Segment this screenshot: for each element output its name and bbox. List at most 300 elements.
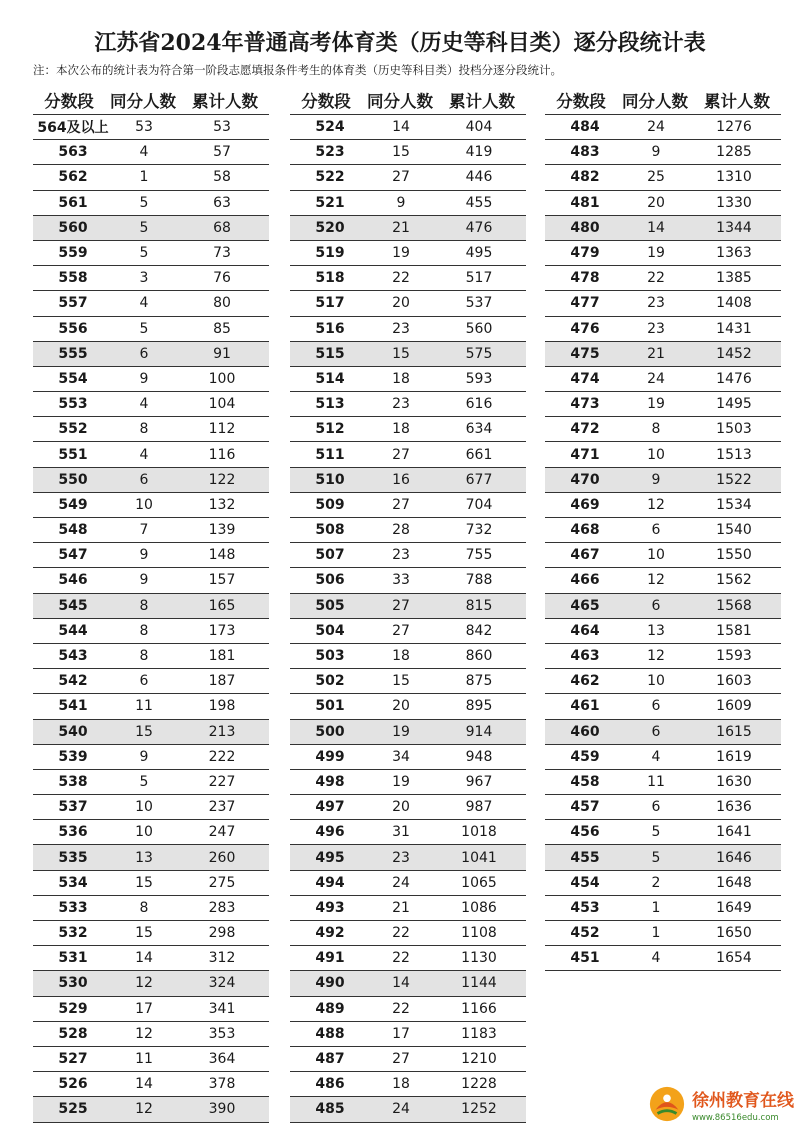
same-count-cell: 8 [139, 648, 149, 665]
cumulative-count-cell: 860 [465, 648, 493, 665]
cumulative-count-cell: 390 [208, 1101, 236, 1118]
score-cell: 525 [58, 1101, 88, 1118]
same-count-cell: 6 [651, 597, 661, 614]
score-cell: 542 [58, 673, 88, 690]
cumulative-count-cell: 704 [465, 496, 493, 513]
table-row [290, 720, 526, 745]
same-count-cell: 9 [651, 471, 661, 488]
score-cell: 530 [58, 975, 88, 992]
cumulative-count-cell: 247 [208, 824, 236, 841]
table-row [545, 367, 781, 392]
cumulative-count-cell: 57 [213, 144, 231, 161]
table-row [290, 568, 526, 593]
score-cell: 477 [570, 295, 600, 312]
score-cell: 476 [570, 320, 600, 337]
same-count-cell: 1 [651, 899, 661, 916]
score-cell: 532 [58, 925, 88, 942]
same-count-cell: 18 [392, 370, 410, 387]
cumulative-count-cell: 476 [465, 219, 493, 236]
header-cumulative: 累计人数 [192, 92, 258, 111]
score-cell: 552 [58, 421, 88, 438]
table-row [33, 921, 269, 946]
score-cell: 522 [315, 169, 345, 186]
table-row [290, 191, 526, 216]
score-cell: 496 [315, 824, 345, 841]
site-watermark [648, 1081, 798, 1127]
table-row [545, 770, 781, 795]
same-count-cell: 18 [392, 648, 410, 665]
cumulative-count-cell: 1593 [716, 648, 752, 665]
score-cell: 460 [570, 723, 600, 740]
same-count-cell: 15 [135, 723, 153, 740]
table-row [33, 1097, 269, 1122]
cumulative-count-cell: 73 [213, 245, 231, 262]
cumulative-count-cell: 967 [465, 773, 493, 790]
table-row [290, 518, 526, 543]
cumulative-count-cell: 298 [208, 925, 236, 942]
table-row [33, 694, 269, 719]
cumulative-count-cell: 378 [208, 1076, 236, 1093]
same-count-cell: 14 [135, 1076, 153, 1093]
score-cell: 515 [315, 345, 345, 362]
table-row [545, 694, 781, 719]
table-row [33, 191, 269, 216]
score-cell: 491 [315, 950, 345, 967]
score-cell: 553 [58, 396, 88, 413]
score-cell: 560 [58, 219, 88, 236]
cumulative-count-cell: 1144 [461, 975, 497, 992]
same-count-cell: 13 [135, 849, 153, 866]
cumulative-count-cell: 1648 [716, 874, 752, 891]
score-cell: 554 [58, 370, 88, 387]
same-count-cell: 4 [651, 950, 661, 967]
same-count-cell: 23 [647, 295, 665, 312]
cumulative-count-cell: 91 [213, 345, 231, 362]
table-row [545, 896, 781, 921]
same-count-cell: 24 [392, 1101, 410, 1118]
same-count-cell: 10 [135, 799, 153, 816]
cumulative-count-cell: 1513 [716, 446, 752, 463]
cumulative-count-cell: 100 [208, 370, 236, 387]
score-cell: 494 [315, 874, 345, 891]
same-count-cell: 53 [135, 119, 153, 136]
score-cell: 536 [58, 824, 88, 841]
table-row [545, 644, 781, 669]
score-cell: 470 [570, 471, 600, 488]
table-row [33, 417, 269, 442]
score-cell: 480 [570, 219, 600, 236]
score-cell: 469 [570, 496, 600, 513]
table-row [545, 493, 781, 518]
header-cumulative: 累计人数 [704, 92, 770, 111]
same-count-cell: 4 [139, 446, 149, 463]
cumulative-count-cell: 914 [465, 723, 493, 740]
cumulative-count-cell: 275 [208, 874, 236, 891]
table-row [290, 971, 526, 996]
table-row [33, 518, 269, 543]
same-count-cell: 27 [392, 622, 410, 639]
table-row [33, 896, 269, 921]
cumulative-count-cell: 1522 [716, 471, 752, 488]
cumulative-count-cell: 198 [208, 698, 236, 715]
same-count-cell: 18 [392, 421, 410, 438]
table-row [290, 820, 526, 845]
cumulative-count-cell: 677 [465, 471, 493, 488]
cumulative-count-cell: 364 [208, 1051, 236, 1068]
cumulative-count-cell: 517 [465, 270, 493, 287]
same-count-cell: 27 [392, 1051, 410, 1068]
cumulative-count-cell: 875 [465, 673, 493, 690]
cumulative-count-cell: 1654 [716, 950, 752, 967]
same-count-cell: 27 [392, 169, 410, 186]
same-count-cell: 5 [139, 245, 149, 262]
education-logo-icon [648, 1085, 686, 1123]
same-count-cell: 4 [651, 748, 661, 765]
table-row [290, 921, 526, 946]
score-cell: 464 [570, 622, 600, 639]
table-header [545, 86, 781, 115]
same-count-cell: 11 [135, 698, 153, 715]
same-count-cell: 10 [135, 824, 153, 841]
table-row [33, 468, 269, 493]
cumulative-count-cell: 1130 [461, 950, 497, 967]
same-count-cell: 12 [647, 648, 665, 665]
cumulative-count-cell: 1252 [461, 1101, 497, 1118]
table-row [290, 997, 526, 1022]
score-cell: 461 [570, 698, 600, 715]
score-cell: 498 [315, 773, 345, 790]
cumulative-count-cell: 122 [208, 471, 236, 488]
score-cell: 545 [58, 597, 88, 614]
same-count-cell: 21 [647, 345, 665, 362]
same-count-cell: 23 [647, 320, 665, 337]
table-row [545, 317, 781, 342]
same-count-cell: 18 [392, 1076, 410, 1093]
same-count-cell: 14 [647, 219, 665, 236]
cumulative-count-cell: 1041 [461, 849, 497, 866]
table-row [33, 317, 269, 342]
cumulative-count-cell: 1503 [716, 421, 752, 438]
same-count-cell: 19 [392, 773, 410, 790]
cumulative-count-cell: 132 [208, 496, 236, 513]
table-row [545, 140, 781, 165]
table-row [33, 946, 269, 971]
score-cell: 539 [58, 748, 88, 765]
cumulative-count-cell: 1562 [716, 572, 752, 589]
score-cell: 485 [315, 1101, 345, 1118]
table-row [545, 745, 781, 770]
cumulative-count-cell: 237 [208, 799, 236, 816]
header-score: 分数段 [44, 92, 94, 111]
score-cell: 462 [570, 673, 600, 690]
same-count-cell: 4 [139, 396, 149, 413]
cumulative-count-cell: 1649 [716, 899, 752, 916]
cumulative-count-cell: 1108 [461, 925, 497, 942]
same-count-cell: 9 [651, 144, 661, 161]
same-count-cell: 1 [139, 169, 149, 186]
table-row [33, 266, 269, 291]
same-count-cell: 16 [392, 471, 410, 488]
cumulative-count-cell: 260 [208, 849, 236, 866]
score-cell: 528 [58, 1025, 88, 1042]
score-cell: 509 [315, 496, 345, 513]
table-row [290, 770, 526, 795]
same-count-cell: 27 [392, 446, 410, 463]
table-row [545, 594, 781, 619]
score-cell: 453 [570, 899, 600, 916]
cumulative-count-cell: 1228 [461, 1076, 497, 1093]
table-row [33, 770, 269, 795]
cumulative-count-cell: 1065 [461, 874, 497, 891]
cumulative-count-cell: 173 [208, 622, 236, 639]
cumulative-count-cell: 1183 [461, 1025, 497, 1042]
table-row [290, 165, 526, 190]
cumulative-count-cell: 419 [465, 144, 493, 161]
same-count-cell: 19 [647, 396, 665, 413]
same-count-cell: 27 [392, 597, 410, 614]
table-row [33, 367, 269, 392]
table-row [545, 795, 781, 820]
score-cell: 541 [58, 698, 88, 715]
cumulative-count-cell: 165 [208, 597, 236, 614]
table-row [545, 417, 781, 442]
same-count-cell: 17 [135, 1000, 153, 1017]
same-count-cell: 6 [651, 698, 661, 715]
table-row [33, 594, 269, 619]
same-count-cell: 22 [392, 1000, 410, 1017]
score-cell: 472 [570, 421, 600, 438]
same-count-cell: 14 [135, 950, 153, 967]
score-cell: 507 [315, 547, 345, 564]
table-row [33, 1047, 269, 1072]
score-cell: 524 [315, 119, 345, 136]
same-count-cell: 9 [139, 370, 149, 387]
cumulative-count-cell: 1646 [716, 849, 752, 866]
table-row [33, 241, 269, 266]
score-cell: 543 [58, 648, 88, 665]
cumulative-count-cell: 1636 [716, 799, 752, 816]
same-count-cell: 5 [139, 194, 149, 211]
score-cell: 493 [315, 899, 345, 916]
score-cell: 466 [570, 572, 600, 589]
cumulative-count-cell: 1086 [461, 899, 497, 916]
table-row [33, 720, 269, 745]
table-row [290, 946, 526, 971]
header-same: 同分人数 [367, 92, 433, 111]
table-row [290, 266, 526, 291]
cumulative-count-cell: 404 [465, 119, 493, 136]
same-count-cell: 27 [392, 496, 410, 513]
cumulative-count-cell: 1476 [716, 370, 752, 387]
same-count-cell: 31 [392, 824, 410, 841]
same-count-cell: 2 [651, 874, 661, 891]
cumulative-count-cell: 446 [465, 169, 493, 186]
same-count-cell: 8 [651, 421, 661, 438]
cumulative-count-cell: 1363 [716, 245, 752, 262]
table-row [33, 845, 269, 870]
same-count-cell: 14 [392, 975, 410, 992]
table-row [33, 1022, 269, 1047]
score-cell: 561 [58, 194, 88, 211]
score-cell: 481 [570, 194, 600, 211]
table-header [290, 86, 526, 115]
same-count-cell: 19 [647, 245, 665, 262]
table-row [545, 568, 781, 593]
watermark-url: www.86516edu.com [692, 1112, 779, 1123]
same-count-cell: 6 [139, 471, 149, 488]
same-count-cell: 6 [651, 522, 661, 539]
table-row [290, 644, 526, 669]
cumulative-count-cell: 788 [465, 572, 493, 589]
score-cell: 503 [315, 648, 345, 665]
score-cell: 486 [315, 1076, 345, 1093]
table-row [290, 1047, 526, 1072]
score-cell: 537 [58, 799, 88, 816]
cumulative-count-cell: 1581 [716, 622, 752, 639]
same-count-cell: 12 [647, 572, 665, 589]
same-count-cell: 23 [392, 396, 410, 413]
table-row [290, 619, 526, 644]
cumulative-count-cell: 157 [208, 572, 236, 589]
same-count-cell: 12 [135, 1101, 153, 1118]
score-cell: 455 [570, 849, 600, 866]
table-row [33, 795, 269, 820]
same-count-cell: 5 [651, 849, 661, 866]
score-cell: 471 [570, 446, 600, 463]
table-row [545, 845, 781, 870]
same-count-cell: 5 [651, 824, 661, 841]
cumulative-count-cell: 1630 [716, 773, 752, 790]
same-count-cell: 17 [392, 1025, 410, 1042]
same-count-cell: 5 [139, 773, 149, 790]
cumulative-count-cell: 213 [208, 723, 236, 740]
cumulative-count-cell: 187 [208, 673, 236, 690]
same-count-cell: 6 [651, 799, 661, 816]
score-cell: 548 [58, 522, 88, 539]
cumulative-count-cell: 987 [465, 799, 493, 816]
cumulative-count-cell: 341 [208, 1000, 236, 1017]
score-cell: 510 [315, 471, 345, 488]
same-count-cell: 19 [392, 245, 410, 262]
same-count-cell: 14 [392, 119, 410, 136]
table-row [33, 669, 269, 694]
cumulative-count-cell: 560 [465, 320, 493, 337]
table-row [290, 140, 526, 165]
same-count-cell: 15 [135, 874, 153, 891]
table-row [290, 1097, 526, 1122]
cumulative-count-cell: 1550 [716, 547, 752, 564]
table-row [290, 392, 526, 417]
cumulative-count-cell: 1495 [716, 396, 752, 413]
score-cell: 546 [58, 572, 88, 589]
cumulative-count-cell: 815 [465, 597, 493, 614]
cumulative-count-cell: 634 [465, 421, 493, 438]
score-cell: 518 [315, 270, 345, 287]
same-count-cell: 11 [135, 1051, 153, 1068]
cumulative-count-cell: 1330 [716, 194, 752, 211]
score-cell: 564及以上 [37, 120, 109, 137]
table-row [545, 291, 781, 316]
score-cell: 500 [315, 723, 345, 740]
same-count-cell: 15 [135, 925, 153, 942]
table-row [33, 871, 269, 896]
table-row [290, 417, 526, 442]
same-count-cell: 33 [392, 572, 410, 589]
same-count-cell: 8 [139, 421, 149, 438]
cumulative-count-cell: 1540 [716, 522, 752, 539]
table-row [290, 1072, 526, 1097]
same-count-cell: 20 [392, 698, 410, 715]
same-count-cell: 1 [651, 925, 661, 942]
same-count-cell: 19 [392, 723, 410, 740]
cumulative-count-cell: 353 [208, 1025, 236, 1042]
score-cell: 540 [58, 723, 88, 740]
same-count-cell: 20 [392, 295, 410, 312]
same-count-cell: 10 [647, 673, 665, 690]
score-cell: 519 [315, 245, 345, 262]
table-row [33, 392, 269, 417]
table-row [33, 1072, 269, 1097]
table-row [545, 191, 781, 216]
cumulative-count-cell: 755 [465, 547, 493, 564]
score-cell: 526 [58, 1076, 88, 1093]
cumulative-count-cell: 1344 [716, 219, 752, 236]
cumulative-count-cell: 1534 [716, 496, 752, 513]
cumulative-count-cell: 1285 [716, 144, 752, 161]
score-cell: 517 [315, 295, 345, 312]
score-cell: 505 [315, 597, 345, 614]
score-cell: 473 [570, 396, 600, 413]
table-row [545, 921, 781, 946]
header-score: 分数段 [301, 92, 351, 111]
cumulative-count-cell: 1609 [716, 698, 752, 715]
cumulative-count-cell: 227 [208, 773, 236, 790]
cumulative-count-cell: 661 [465, 446, 493, 463]
same-count-cell: 24 [647, 370, 665, 387]
table-row [33, 442, 269, 467]
table-header [33, 86, 269, 115]
cumulative-count-cell: 80 [213, 295, 231, 312]
table-row [290, 291, 526, 316]
cumulative-count-cell: 616 [465, 396, 493, 413]
same-count-cell: 24 [392, 874, 410, 891]
table-row [545, 115, 781, 140]
score-cell: 488 [315, 1025, 345, 1042]
score-cell: 457 [570, 799, 600, 816]
score-cell: 550 [58, 471, 88, 488]
same-count-cell: 12 [135, 1025, 153, 1042]
table-row [545, 518, 781, 543]
score-cell: 478 [570, 270, 600, 287]
score-cell: 514 [315, 370, 345, 387]
score-cell: 492 [315, 925, 345, 942]
score-cell: 557 [58, 295, 88, 312]
score-cell: 523 [315, 144, 345, 161]
score-cell: 468 [570, 522, 600, 539]
same-count-cell: 4 [139, 144, 149, 161]
score-cell: 555 [58, 345, 88, 362]
same-count-cell: 15 [392, 144, 410, 161]
cumulative-count-cell: 1452 [716, 345, 752, 362]
score-cell: 531 [58, 950, 88, 967]
table-row [545, 442, 781, 467]
table-row [290, 594, 526, 619]
score-cell: 463 [570, 648, 600, 665]
table-row [33, 619, 269, 644]
cumulative-count-cell: 104 [208, 396, 236, 413]
cumulative-count-cell: 1650 [716, 925, 752, 942]
table-row [290, 871, 526, 896]
